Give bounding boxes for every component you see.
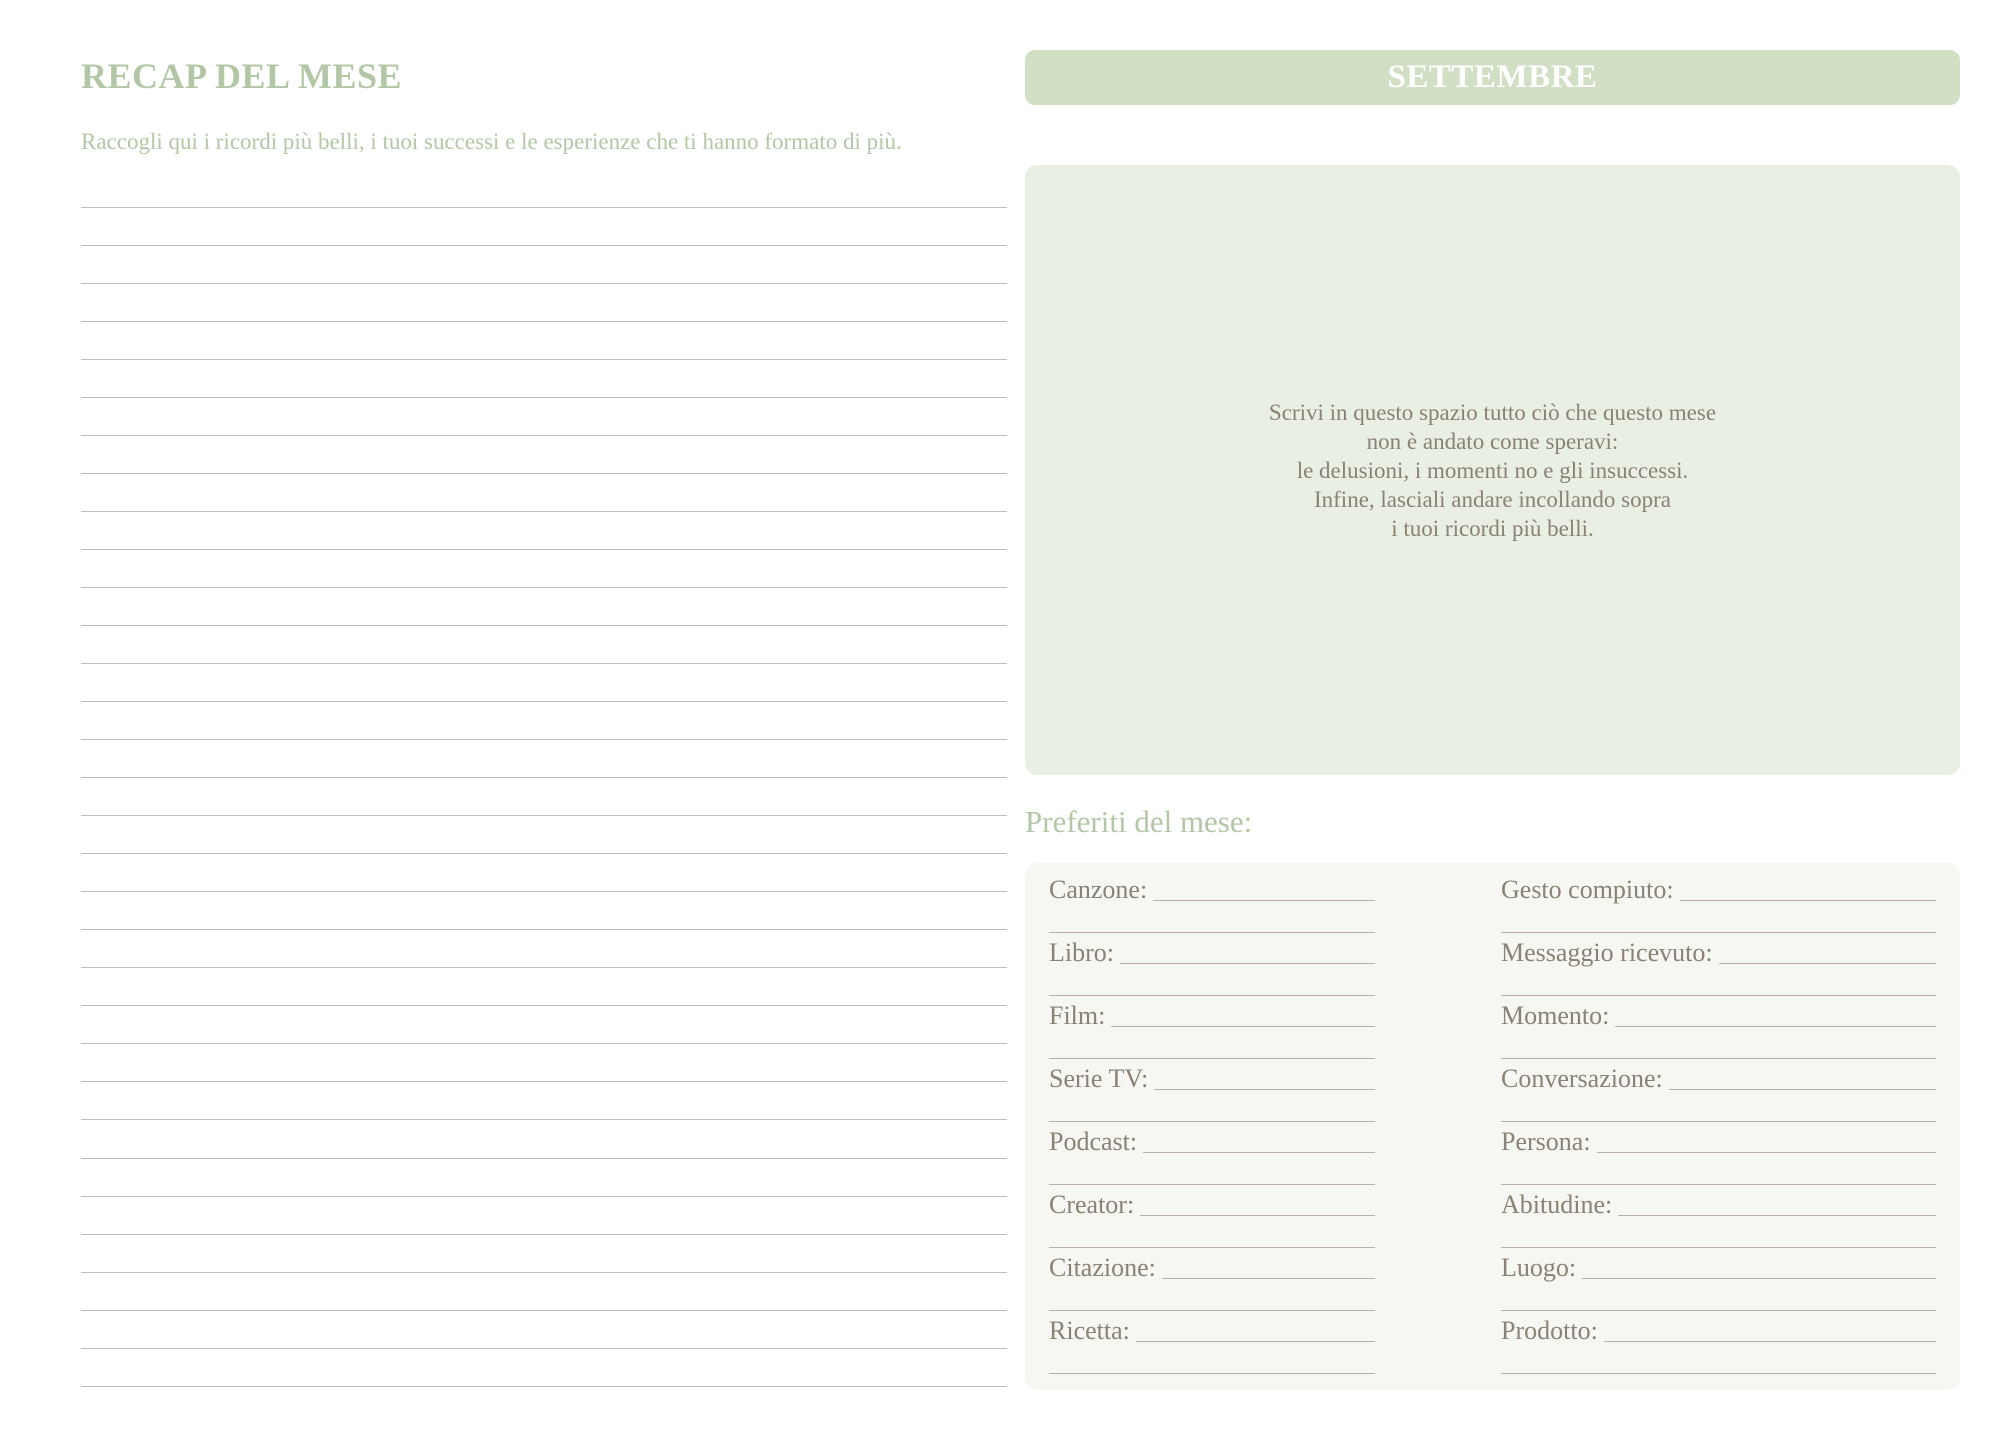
favorite-input-line[interactable] [1501, 932, 1936, 933]
favorite-label: Abitudine: [1501, 1190, 1613, 1219]
writing-line[interactable] [81, 321, 1007, 322]
favorite-field[interactable] [1501, 1125, 1936, 1188]
writing-line[interactable] [81, 207, 1007, 208]
favorite-input-line[interactable] [1680, 900, 1936, 901]
writing-line[interactable] [81, 1119, 1007, 1120]
favorite-field[interactable] [1049, 1251, 1375, 1314]
favorite-field[interactable] [1049, 999, 1375, 1062]
writing-line[interactable] [81, 967, 1007, 968]
writing-line[interactable] [81, 1081, 1007, 1082]
favorite-input-line[interactable] [1049, 1247, 1375, 1248]
writing-line[interactable] [81, 1272, 1007, 1273]
favorite-field[interactable] [1501, 1314, 1936, 1377]
writing-line[interactable] [81, 929, 1007, 930]
writing-line[interactable] [81, 1196, 1007, 1197]
favorite-label: Luogo: [1501, 1253, 1577, 1282]
favorite-input-line[interactable] [1049, 995, 1375, 996]
favorite-label: Canzone: [1049, 875, 1148, 904]
favorite-input-line[interactable] [1597, 1152, 1936, 1153]
favorite-label: Momento: [1501, 1001, 1610, 1030]
favorite-input-line[interactable] [1501, 1247, 1936, 1248]
writing-line[interactable] [81, 1310, 1007, 1311]
favorite-input-line[interactable] [1049, 1121, 1375, 1122]
note-line: non è andato come speravi: [1366, 428, 1619, 454]
favorite-input-line[interactable] [1501, 1058, 1936, 1059]
favorite-input-line[interactable] [1162, 1278, 1375, 1279]
favorite-field[interactable] [1501, 999, 1936, 1062]
favorite-input-line[interactable] [1136, 1341, 1375, 1342]
favorite-input-line[interactable] [1111, 1026, 1375, 1027]
writing-line[interactable] [81, 663, 1007, 664]
writing-line[interactable] [81, 701, 1007, 702]
note-line: i tuoi ricordi più belli. [1391, 515, 1594, 541]
writing-line[interactable] [81, 245, 1007, 246]
favorite-field[interactable] [1501, 1188, 1936, 1251]
recap-subtitle: Raccogli qui i ricordi più belli, i tuoi successi e le esperienze che ti hanno formato di più. [81, 129, 902, 154]
month-header [1025, 50, 1960, 105]
favorite-label: Gesto compiuto: [1501, 875, 1674, 904]
favorite-label: Libro: [1049, 938, 1114, 967]
writing-line[interactable] [81, 815, 1007, 816]
writing-line[interactable] [81, 891, 1007, 892]
writing-line[interactable] [81, 1158, 1007, 1159]
recap-writing-lines[interactable] [81, 207, 1007, 1387]
favorite-field[interactable] [1501, 1062, 1936, 1125]
favorite-input-line[interactable] [1049, 932, 1375, 933]
favorite-input-line[interactable] [1501, 995, 1936, 996]
favorite-input-line[interactable] [1140, 1215, 1375, 1216]
favorite-input-line[interactable] [1049, 1373, 1375, 1374]
writing-line[interactable] [81, 777, 1007, 778]
writing-line[interactable] [81, 625, 1007, 626]
writing-line[interactable] [81, 511, 1007, 512]
note-line: Scrivi in questo spazio tutto ciò che questo mese [1268, 399, 1717, 425]
writing-line[interactable] [81, 1386, 1007, 1387]
favorite-input-line[interactable] [1501, 1373, 1936, 1374]
note-line: le delusioni, i momenti no e gli insuccessi. [1296, 457, 1689, 483]
favorite-label: Podcast: [1049, 1127, 1138, 1156]
writing-line[interactable] [81, 587, 1007, 588]
writing-line[interactable] [81, 1005, 1007, 1006]
favorite-label: Messaggio ricevuto: [1501, 938, 1713, 967]
favorites-left-column [1049, 873, 1375, 1377]
favorite-field[interactable] [1049, 1188, 1375, 1251]
recap-section [81, 50, 1007, 158]
favorite-input-line[interactable] [1049, 1058, 1375, 1059]
favorite-input-line[interactable] [1501, 1121, 1936, 1122]
favorites-box [1025, 863, 1960, 1390]
favorites-title: Preferiti del mese: [1025, 804, 1253, 839]
writing-line[interactable] [81, 853, 1007, 854]
favorites-right-column [1501, 873, 1936, 1377]
favorite-label: Persona: [1501, 1127, 1591, 1156]
favorite-input-line[interactable] [1049, 1310, 1375, 1311]
favorite-field[interactable] [1501, 873, 1936, 936]
writing-line[interactable] [81, 283, 1007, 284]
favorite-field[interactable] [1049, 936, 1375, 999]
favorite-input-line[interactable] [1582, 1278, 1936, 1279]
note-text [1269, 398, 1716, 543]
favorite-label: Prodotto: [1501, 1316, 1598, 1345]
favorite-field[interactable] [1049, 1125, 1375, 1188]
favorite-label: Serie TV: [1049, 1064, 1149, 1093]
writing-line[interactable] [81, 473, 1007, 474]
writing-line[interactable] [81, 397, 1007, 398]
writing-line[interactable] [81, 435, 1007, 436]
writing-line[interactable] [81, 1043, 1007, 1044]
favorite-input-line[interactable] [1120, 963, 1375, 964]
favorite-input-line[interactable] [1615, 1026, 1936, 1027]
favorite-label: Creator: [1049, 1190, 1135, 1219]
writing-line[interactable] [81, 1234, 1007, 1235]
favorite-label: Citazione: [1049, 1253, 1156, 1282]
favorite-input-line[interactable] [1618, 1215, 1936, 1216]
favorite-input-line[interactable] [1153, 900, 1375, 901]
recap-title: RECAP DEL MESE [81, 56, 403, 96]
favorite-label: Film: [1049, 1001, 1106, 1030]
favorite-field[interactable] [1501, 1251, 1936, 1314]
favorite-field[interactable] [1049, 1062, 1375, 1125]
favorite-input-line[interactable] [1501, 1310, 1936, 1311]
writing-line[interactable] [81, 739, 1007, 740]
favorite-field[interactable] [1049, 1314, 1375, 1377]
writing-line[interactable] [81, 359, 1007, 360]
favorite-field[interactable] [1501, 936, 1936, 999]
favorite-input-line[interactable] [1049, 1184, 1375, 1185]
note-box[interactable] [1025, 165, 1960, 775]
favorite-field[interactable] [1049, 873, 1375, 936]
favorite-input-line[interactable] [1143, 1152, 1375, 1153]
month-name: SETTEMBRE [1387, 59, 1598, 95]
favorite-input-line[interactable] [1719, 963, 1936, 964]
favorite-input-line[interactable] [1154, 1089, 1375, 1090]
writing-line[interactable] [81, 549, 1007, 550]
favorite-input-line[interactable] [1501, 1184, 1936, 1185]
writing-line[interactable] [81, 1348, 1007, 1349]
favorite-input-line[interactable] [1604, 1341, 1936, 1342]
favorite-label: Ricetta: [1049, 1316, 1130, 1345]
favorite-input-line[interactable] [1669, 1089, 1936, 1090]
note-line: Infine, lasciali andare incollando sopra [1313, 486, 1671, 512]
favorite-label: Conversazione: [1501, 1064, 1663, 1093]
